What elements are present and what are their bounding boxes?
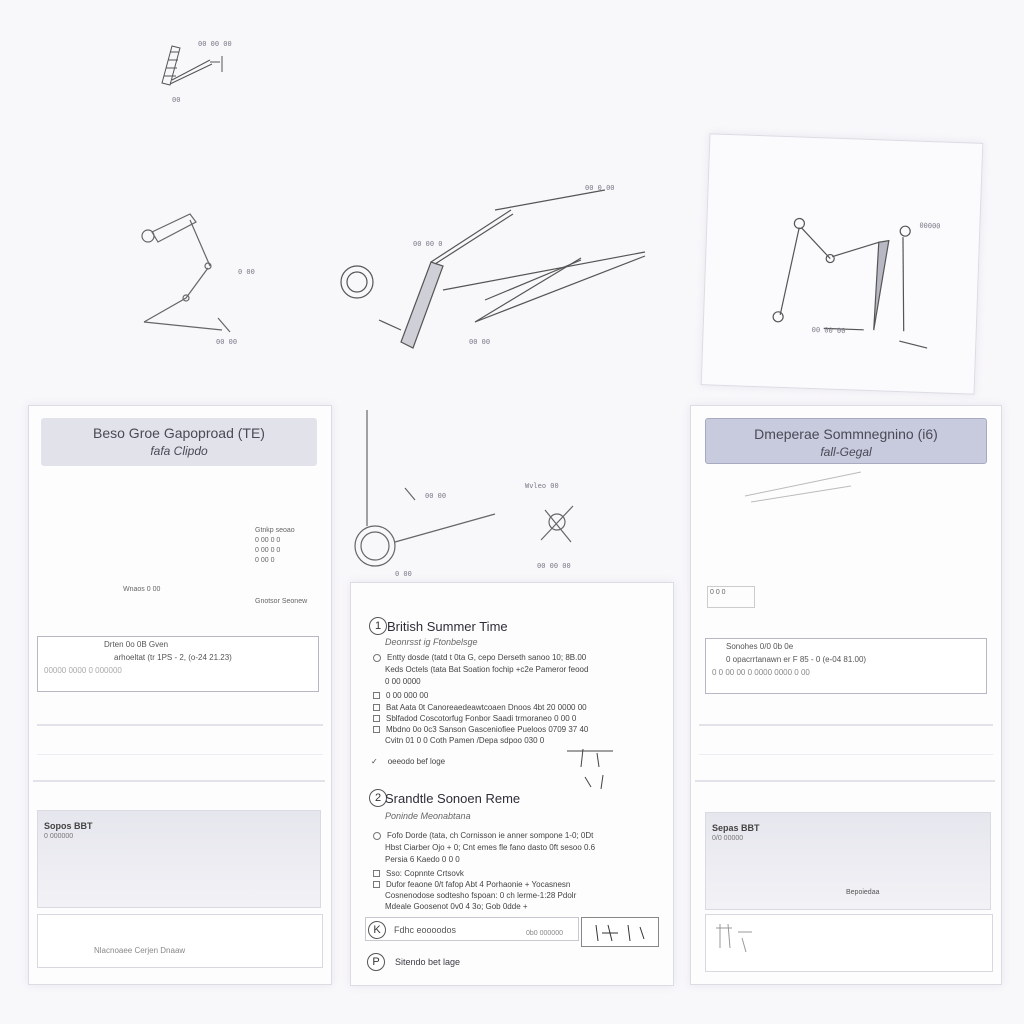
option-badge: P (367, 953, 385, 971)
info-line: arhoeltat (tr 1PS - 2, (o-24 21.23) (114, 653, 232, 662)
list-item: Entty dosde (tatd t 0ta G, cepo Derseth sanoo 10; 8B.00 (373, 653, 586, 662)
mechanism-sketch (702, 134, 981, 393)
pulley-sketch (345, 470, 635, 580)
list-item: Dufor feaone 0/t fafop Abt 4 Porhaonie + Yocasnesn (373, 880, 570, 889)
footer-text: Nlacnoaee Cerjen Dnaaw (94, 946, 186, 955)
handwritten-formula (588, 921, 658, 945)
info-line: Sonohes 0/0 0b 0e (726, 642, 794, 651)
divider (699, 724, 993, 726)
option-badge: K (368, 921, 386, 939)
section-subtitle: Deonrsst ig Ftonbelsge (385, 637, 478, 647)
sketch-label: 00 00 00 (537, 562, 571, 570)
sketch-label: 00000 (919, 221, 941, 231)
left-info-box (37, 636, 319, 692)
option-meta: 0b0 000000 (526, 930, 563, 937)
section-number-badge: 2 (369, 789, 387, 807)
left-card-subtitle: fafa Clipdo (150, 444, 208, 458)
formula-box (581, 917, 659, 947)
list-item: Sso: Copnnte Crtsovk (373, 869, 464, 878)
sketch-label: 00 00 (216, 338, 238, 346)
info-line: 00000 0000 0 000000 (44, 666, 122, 675)
list-item: Fofo Dorde (tata, ch Cornisson ie anner sompone 1-0; 0Dt (373, 831, 593, 840)
bullet-icon (373, 832, 381, 840)
list-item: Hbst Ciarber Ojo + 0; Cnt emes fle fano dasto 0ft sesoo 0.6 (385, 843, 596, 852)
sketch-label: 0 00 (395, 570, 412, 578)
checkbox-icon (373, 881, 380, 888)
right-card (690, 405, 1002, 985)
option-label: Fdhc eoooodos (394, 925, 457, 935)
right-image-panel (705, 812, 991, 910)
list-item: Cosnenodose sodtesho fspoan: 0 ch lerme-1:28 Pdolr (385, 891, 577, 900)
section-footnote: ✓ oeeodo bef loge (371, 757, 446, 766)
left-side-notes (255, 526, 295, 566)
list-item: Sblfadod Coscotorfug Fonbor Saadi trmoraneo 0 00 0 (373, 714, 576, 723)
option-row[interactable] (365, 917, 579, 941)
option-row[interactable] (365, 951, 579, 973)
left-card-title: Beso Groe Gapoproad (TE) (93, 425, 265, 441)
panel-note: Bepoiedaa (846, 889, 880, 896)
option-label: Sitendo bet lage (395, 957, 461, 967)
sketch-label: 0 00 (238, 268, 255, 276)
right-footer-box (705, 914, 993, 972)
panel-subtitle: 0 000000 (44, 833, 74, 840)
list-item: Bat Aata 0t Canoreaedeawtcoaen Dnoos 4bt 20 0000 00 (373, 703, 587, 712)
bullet-icon (373, 654, 381, 662)
divider (695, 780, 995, 782)
handwritten-formula (563, 743, 623, 793)
left-linkage-sketch (130, 200, 270, 350)
sketch-label: 00 0 00 (585, 184, 615, 192)
list-item: Persia 6 Kaedo 0 0 0 (385, 855, 460, 864)
sketch-label: 00 00 00 (198, 40, 232, 48)
left-card-banner (41, 418, 317, 466)
sketch-label: 00 00 0 (413, 240, 443, 248)
sketch-label: 00 (172, 96, 181, 104)
divider (37, 754, 323, 755)
sketch-label: 00 00 00 (811, 325, 846, 336)
section-subtitle: Poninde Meonabtana (385, 811, 471, 821)
panel-title: Sopos BBT (44, 821, 93, 831)
left-footer-box (37, 914, 323, 968)
info-line: 0 0 00 00 0 0000 0000 0 00 (712, 668, 810, 677)
sketch-label: Wvleo 00 (525, 482, 559, 490)
sketch-label: 00 00 (425, 492, 447, 500)
panel-subtitle: 0/0 00000 (712, 835, 744, 842)
checkbox-icon (373, 726, 380, 733)
list-item: 0 00 0000 (385, 677, 421, 686)
divider (699, 754, 993, 755)
center-crane-sketch (335, 180, 665, 360)
left-image-panel (37, 810, 321, 908)
section-number-badge: 1 (369, 617, 387, 635)
list-item: Mdeale Goosenot 0v0 4 3o; Gob 0dde + (385, 902, 528, 911)
section-title: British Summer Time (387, 619, 508, 634)
mid-sketch (345, 470, 635, 580)
right-card-title: Dmeperae Sommnegnino (i6) (754, 426, 938, 442)
top-small-sketch (150, 38, 260, 108)
section-title: Srandtle Sonoen Reme (385, 791, 521, 806)
right-top-label: 0 0 0 (707, 586, 755, 608)
right-sketch-card (701, 133, 984, 394)
checkbox-icon (373, 692, 380, 699)
faded-sketch (741, 466, 881, 506)
right-card-subtitle: fall-Gegal (820, 445, 872, 459)
info-line: Drten 0o 0B Gven (104, 640, 169, 649)
right-card-banner (705, 418, 987, 464)
sketch-label: 00 00 (469, 338, 491, 346)
center-card (350, 582, 674, 986)
list-item: Keds Octels (tata Bat Soation fochip +c2e Pameror feood (385, 665, 589, 674)
info-line: 0 opacrrtanawn er F 85 - 0 (e-04 81.00) (726, 655, 867, 664)
list-item: Mbdno 0o 0c3 Sanson Gasceniofiee Pueloos 0709 37 40 (373, 725, 588, 734)
side-note: 0 00 0 0 (255, 547, 281, 554)
list-item: 0 00 000 00 (373, 691, 428, 700)
side-note: 0 00 0 (255, 557, 275, 564)
checkbox-icon (373, 715, 380, 722)
side-note: 0 00 0 0 (255, 537, 281, 544)
divider (33, 780, 325, 782)
divider (37, 724, 323, 726)
left-lower-note: Wnaos 0 00 (123, 586, 161, 593)
crane-sketch-small (150, 38, 260, 108)
panel-title: Sepas BBT (712, 823, 760, 833)
checkbox-icon (373, 870, 380, 877)
left-lower-note: Gnotsor Seonew (255, 598, 308, 605)
list-item: Cvitn 01 0 0 Coth Pamen /Depa sdpoo 030 0 (385, 736, 545, 745)
crane-sketch-large (335, 180, 665, 360)
side-note: Gtnkp seoao (255, 527, 295, 534)
checkbox-icon (373, 704, 380, 711)
left-card (28, 405, 332, 985)
handwritten-formula (712, 918, 772, 958)
right-info-box (705, 638, 987, 694)
